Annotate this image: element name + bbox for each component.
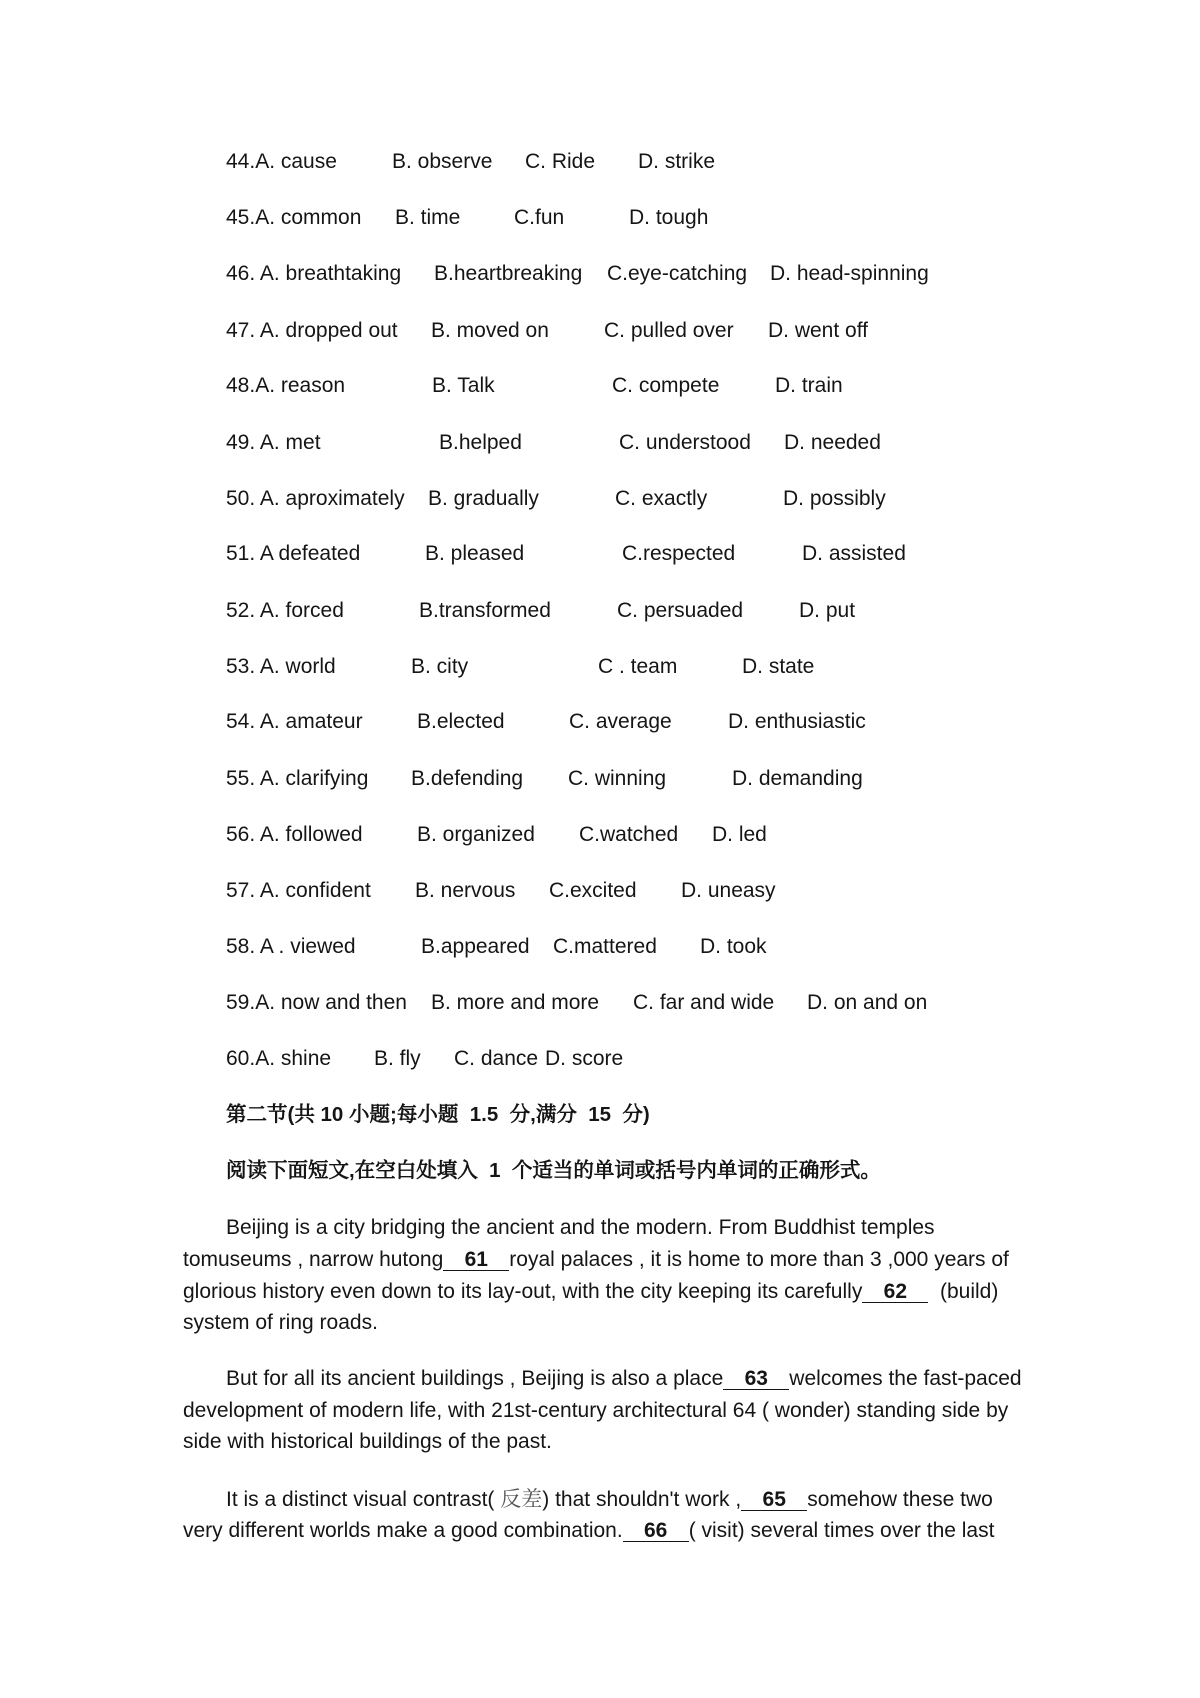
question-60-option-b: B. fly — [374, 1047, 421, 1070]
question-54-option-c: C. average — [569, 710, 672, 733]
question-51-option-b: B. pleased — [425, 542, 525, 565]
passage-line — [226, 1486, 993, 1512]
question-49 — [0, 431, 1200, 455]
question-59-option-b: B. more and more — [431, 991, 600, 1014]
question-60-option-a: 60.A. shine — [226, 1047, 332, 1070]
passage-line — [226, 1366, 1022, 1392]
question-48 — [0, 374, 1200, 398]
blank-63: 63 — [723, 1368, 789, 1390]
question-46-option-a: 46. A. breathtaking — [226, 262, 402, 285]
question-53-option-d: D. state — [742, 655, 815, 678]
passage-text: welcomes the fast-paced — [789, 1367, 1022, 1390]
question-46-option-b: B.heartbreaking — [434, 262, 583, 285]
question-50-option-c: C. exactly — [615, 487, 708, 510]
question-45-option-a: 45.A. common — [226, 206, 362, 229]
question-57-option-a: 57. A. confident — [226, 879, 371, 902]
question-54-option-b: B.elected — [417, 710, 505, 733]
passage-text: side with historical buildings of the past. — [183, 1430, 552, 1453]
question-49-option-d: D. needed — [784, 431, 881, 454]
question-51-option-c: C.respected — [622, 542, 736, 565]
question-57-option-d: D. uneasy — [681, 879, 776, 902]
question-54 — [0, 710, 1200, 734]
passage-text: glorious history even down to its lay-out, with the city keeping its carefully — [183, 1280, 863, 1303]
passage-text: (build) — [928, 1280, 999, 1303]
question-47-option-b: B. moved on — [431, 319, 549, 342]
question-59-option-a: 59.A. now and then — [226, 991, 407, 1014]
question-50 — [0, 487, 1200, 511]
question-44 — [0, 150, 1200, 174]
passage-line — [183, 1429, 552, 1455]
question-56-option-c: C.watched — [579, 823, 679, 846]
passage-line — [226, 1215, 935, 1241]
question-49-option-c: C. understood — [619, 431, 751, 454]
question-55-option-a: 55. A. clarifying — [226, 767, 369, 790]
question-49-option-b: B.helped — [439, 431, 522, 454]
question-53-option-b: B. city — [411, 655, 469, 678]
passage-text: development of modern life, with 21st-century architectural 64 ( wonder) standing side by — [183, 1399, 1009, 1422]
question-59-option-d: D. on and on — [807, 991, 928, 1014]
question-58 — [0, 935, 1200, 959]
question-44-option-c: C. Ride — [525, 150, 596, 173]
question-47-option-c: C. pulled over — [604, 319, 734, 342]
question-60-option-d: D. score — [545, 1047, 624, 1070]
passage-text: But for all its ancient buildings , Beijing is also a place — [226, 1367, 724, 1390]
question-55 — [0, 767, 1200, 791]
question-55-option-d: D. demanding — [732, 767, 863, 790]
passage-text: ( visit) several times over the last — [688, 1519, 995, 1542]
question-58-option-a: 58. A . viewed — [226, 935, 356, 958]
question-56-option-b: B. organized — [417, 823, 535, 846]
question-50-option-b: B. gradually — [428, 487, 539, 510]
question-52-option-c: C. persuaded — [617, 599, 744, 622]
blank-66: 66 — [623, 1520, 689, 1542]
question-47 — [0, 319, 1200, 343]
question-51-option-d: D. assisted — [802, 542, 906, 565]
question-48-option-b: B. Talk — [432, 374, 495, 397]
passage-text: tomuseums , narrow hutong — [183, 1248, 444, 1271]
question-53-option-c: C . team — [598, 655, 678, 678]
question-52-option-d: D. put — [799, 599, 856, 622]
question-55-option-c: C. winning — [568, 767, 667, 790]
question-48-option-c: C. compete — [612, 374, 720, 397]
question-53-option-a: 53. A. world — [226, 655, 336, 678]
question-58-option-d: D. took — [700, 935, 767, 958]
question-44-option-a: 44.A. cause — [226, 150, 337, 173]
question-59-option-c: C. far and wide — [633, 991, 775, 1014]
question-45-option-d: D. tough — [629, 206, 709, 229]
passage-text: ) that shouldn't work , — [542, 1488, 742, 1511]
question-57 — [0, 879, 1200, 903]
passage-text: very different worlds make a good combination. — [183, 1519, 623, 1542]
question-47-option-d: D. went off — [768, 319, 868, 342]
question-46-option-d: D. head-spinning — [770, 262, 929, 285]
question-57-option-c: C.excited — [549, 879, 637, 902]
question-44-option-d: D. strike — [638, 150, 716, 173]
question-55-option-b: B.defending — [411, 767, 524, 790]
passage-text: system of ring roads. — [183, 1311, 378, 1334]
passage-text: royal palaces , it is home to more than 3 ,000 years of — [509, 1248, 1009, 1271]
question-54-option-d: D. enthusiastic — [728, 710, 866, 733]
question-45 — [0, 206, 1200, 230]
question-45-option-c: C.fun — [514, 206, 565, 229]
question-56-option-a: 56. A. followed — [226, 823, 363, 846]
passage-line — [183, 1518, 994, 1544]
question-48-option-d: D. train — [775, 374, 843, 397]
passage-line — [183, 1247, 1009, 1273]
question-56-option-d: D. led — [712, 823, 767, 846]
question-54-option-a: 54. A. amateur — [226, 710, 363, 733]
chinese-gloss: 反差 — [500, 1487, 543, 1511]
question-50-option-a: 50. A. aproximately — [226, 487, 405, 510]
question-44-option-b: B. observe — [392, 150, 493, 173]
section-instruction: 阅读下面短文,在空白处填入 1 个适当的单词或括号内单词的正确形式。 — [226, 1159, 881, 1182]
question-52-option-b: B.transformed — [419, 599, 551, 622]
question-51-option-a: 51. A defeated — [226, 542, 361, 565]
question-46 — [0, 262, 1200, 286]
blank-61: 61 — [443, 1249, 509, 1271]
question-53 — [0, 655, 1200, 679]
passage-text: Beijing is a city bridging the ancient and the modern. From Buddhist temples — [226, 1216, 935, 1239]
question-49-option-a: 49. A. met — [226, 431, 321, 454]
section-heading: 第二节(共 10 小题;每小题 1.5 分,满分 15 分) — [226, 1103, 650, 1126]
question-60 — [0, 1047, 1200, 1071]
blank-65: 65 — [741, 1489, 807, 1511]
question-58-option-b: B.appeared — [421, 935, 530, 958]
passage-text: somehow these two — [807, 1488, 993, 1511]
question-58-option-c: C.mattered — [553, 935, 657, 958]
passage-text: It is a distinct visual contrast( — [226, 1488, 501, 1511]
question-59 — [0, 991, 1200, 1015]
question-46-option-c: C.eye-catching — [607, 262, 748, 285]
question-52 — [0, 599, 1200, 623]
question-51 — [0, 542, 1200, 566]
passage-line — [183, 1398, 1008, 1424]
passage-line — [183, 1310, 378, 1336]
question-60-option-c: C. dance — [454, 1047, 539, 1070]
question-50-option-d: D. possibly — [783, 487, 886, 510]
question-45-option-b: B. time — [395, 206, 461, 229]
passage-line — [183, 1279, 998, 1305]
question-57-option-b: B. nervous — [415, 879, 516, 902]
question-52-option-a: 52. A. forced — [226, 599, 344, 622]
question-56 — [0, 823, 1200, 847]
question-47-option-a: 47. A. dropped out — [226, 319, 398, 342]
blank-62: 62 — [862, 1281, 928, 1303]
question-48-option-a: 48.A. reason — [226, 374, 346, 397]
